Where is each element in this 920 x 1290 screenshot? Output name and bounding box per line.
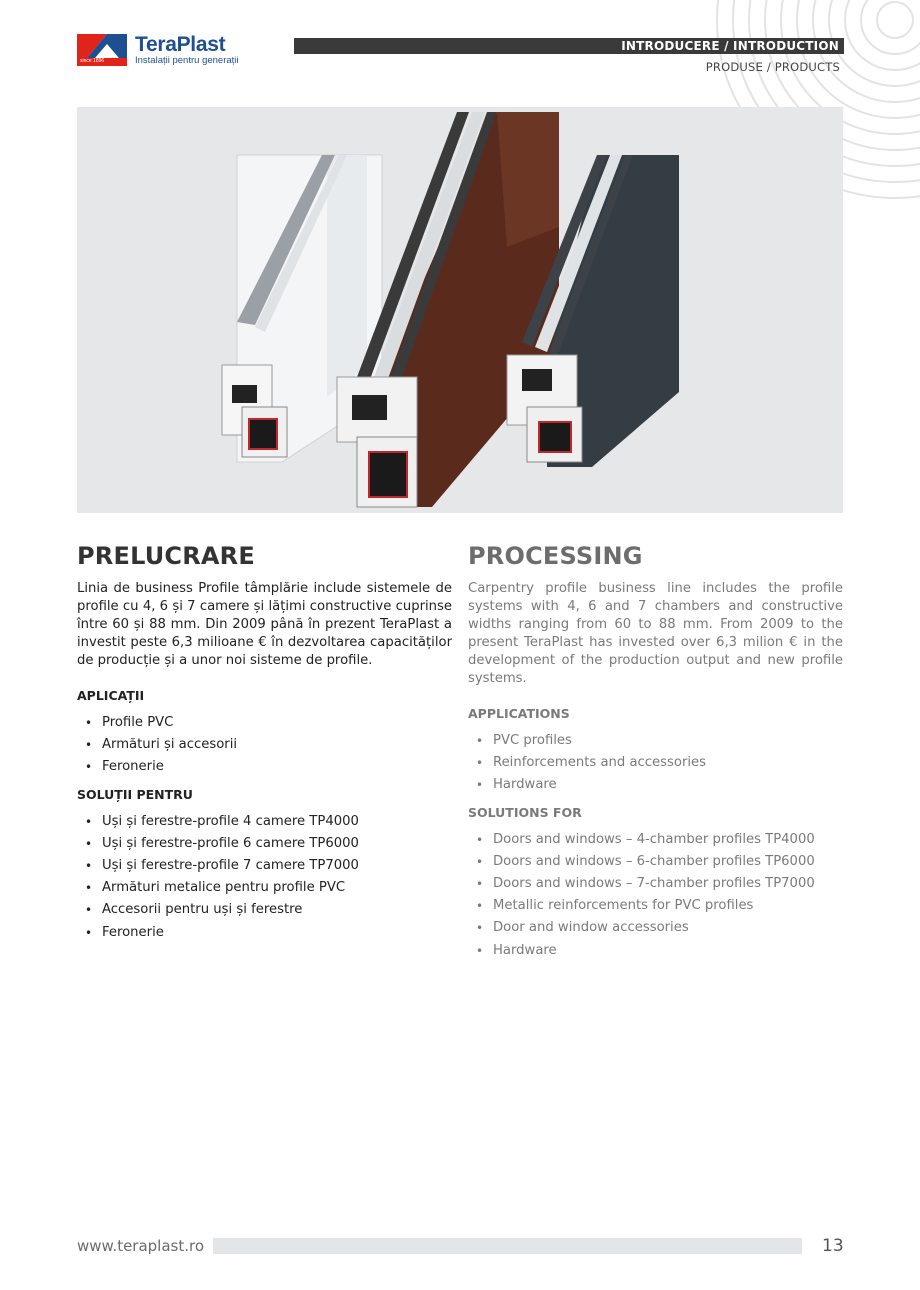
list-item: • Hardware xyxy=(468,774,843,796)
applications-list-en xyxy=(468,730,843,797)
list-item: • Doors and windows – 6-chamber profiles TP6000 xyxy=(468,851,843,873)
list-item: • Doors and windows – 4-chamber profiles TP4000 xyxy=(468,829,843,851)
heading-prelucrare: PRELUCRARE xyxy=(77,542,255,570)
heading-processing: PROCESSING xyxy=(468,542,643,570)
section-title: INTRODUCERE / INTRODUCTION xyxy=(621,39,839,53)
list-item: • Accesorii pentru uși și ferestre xyxy=(77,899,452,921)
section-header-bar xyxy=(294,38,844,54)
list-item: • Doors and windows – 7-chamber profiles TP7000 xyxy=(468,873,843,895)
solutions-list-ro xyxy=(77,811,452,944)
list-item: • Profile PVC xyxy=(77,712,452,734)
column-english xyxy=(468,540,843,962)
section-subtitle: PRODUSE / PRODUCTS xyxy=(705,60,840,74)
solutions-heading-ro: SOLUȚII PENTRU xyxy=(77,786,193,802)
logo-tagline: Instalații pentru generații xyxy=(135,54,239,66)
applications-heading-en: APPLICATIONS xyxy=(468,706,570,721)
page-number: 13 xyxy=(822,1236,844,1256)
column-romanian xyxy=(77,540,452,944)
list-item: • Armături și accesorii xyxy=(77,734,452,756)
applications-list-ro xyxy=(77,712,452,779)
logo-since: since 1896 xyxy=(80,58,105,64)
list-item: • Hardware xyxy=(468,940,843,962)
intro-paragraph-ro: Linia de business Profile tâmplărie include sistemele de profile cu 4, 6 și 7 camere și lățimi constructive cuprinse între 60 și 88 mm. Din 2009 până în prezent TeraPlast a investit peste 6,3 milioane € în dezvoltarea capacităților de producție și a unor noi sisteme de profile. xyxy=(77,581,452,668)
teraplast-logo[interactable] xyxy=(77,34,239,66)
list-item: • Uși și ferestre-profile 4 camere TP4000 xyxy=(77,811,452,833)
list-item: • Armături metalice pentru profile PVC xyxy=(77,877,452,899)
list-item: • PVC profiles xyxy=(468,730,843,752)
solutions-heading-en: SOLUTIONS FOR xyxy=(468,804,582,820)
logo-roof-icon xyxy=(77,34,127,66)
list-item: • Reinforcements and accessories xyxy=(468,752,843,774)
list-item: • Feronerie xyxy=(77,756,452,778)
window-profiles-image xyxy=(77,107,843,513)
list-item: • Uși și ferestre-profile 6 camere TP6000 xyxy=(77,833,452,855)
list-item: • Uși și ferestre-profile 7 camere TP7000 xyxy=(77,855,452,877)
logo-name: TeraPlast xyxy=(135,32,226,56)
footer-website-link[interactable]: www.teraplast.ro xyxy=(77,1237,205,1255)
list-item: • Metallic reinforcements for PVC profiles xyxy=(468,895,843,917)
footer-bar xyxy=(213,1238,802,1254)
applications-heading-ro: APLICAȚII xyxy=(77,688,145,703)
intro-paragraph-en: Carpentry profile business line includes the profile systems with 4, 6 and 7 chambers and constructive widths ranging from 60 to 88 mm. From 2009 to the present TeraPlast has invested over 6,3 milion € in the development of the production output and new profile systems. xyxy=(468,581,843,686)
solutions-list-en xyxy=(468,829,843,962)
list-item: • Door and window accessories xyxy=(468,917,843,939)
list-item: • Feronerie xyxy=(77,922,452,944)
